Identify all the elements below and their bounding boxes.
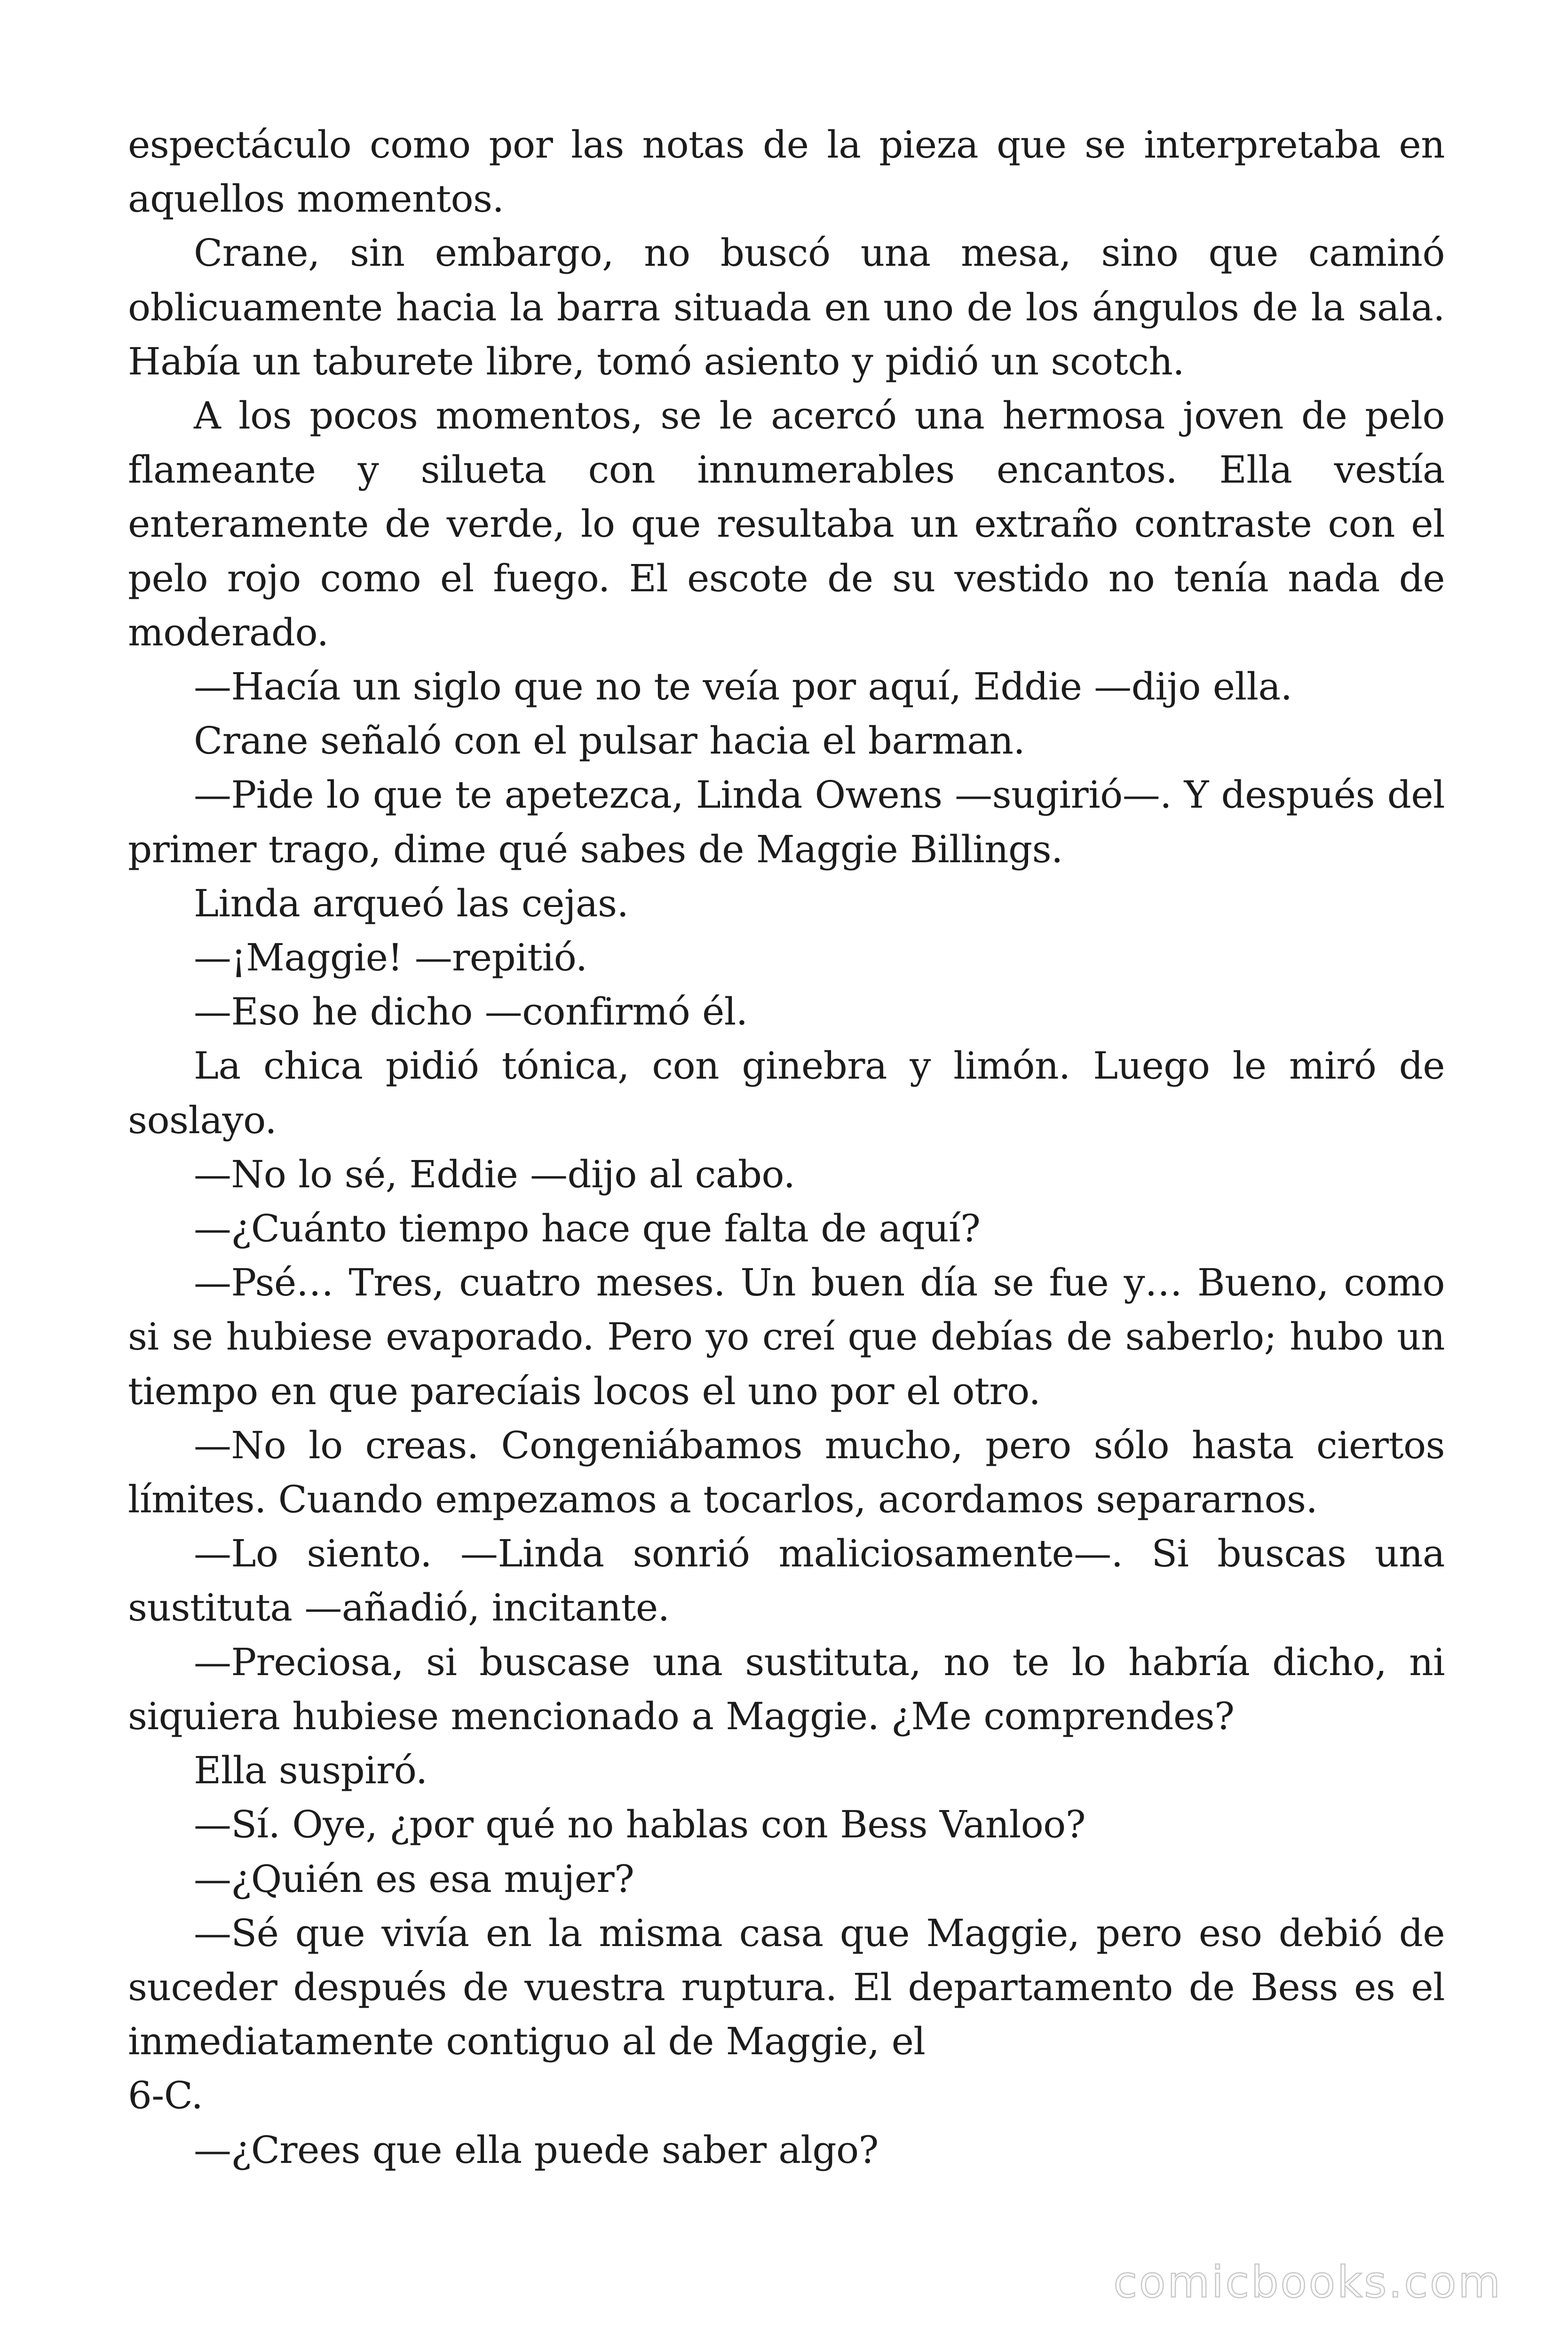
paragraph-12: —¿Cuánto tiempo hace que falta de aquí? [194, 1207, 981, 1251]
paragraph-7: Linda arqueó las cejas. [194, 881, 629, 925]
paragraph-2: Crane, sin embargo, no buscó una mesa, sino que caminó oblicuamente hacia la barra situada en uno de los ángulos de la sala. Había un taburete libre, tomó asiento y pidió un scotch. [128, 231, 1445, 383]
book-page-text [128, 118, 1445, 2177]
paragraph-1: espectáculo como por las notas de la pieza que se interpretaba en aquellos momentos. [128, 123, 1445, 221]
paragraph-4: —Hacía un siglo que no te veía por aquí, Eddie —dijo ella. [194, 665, 1292, 709]
watermark-logo: comicbooks.com [1113, 2257, 1502, 2307]
paragraph-15: —Lo siento. —Linda sonrió maliciosamente—. Si buscas una sustituta —añadió, incitante. [128, 1532, 1445, 1630]
paragraph-9: —Eso he dicho —confirmó él. [194, 990, 748, 1034]
paragraph-5: Crane señaló con el pulsar hacia el barman. [194, 719, 1025, 763]
paragraph-16: —Preciosa, si buscase una sustituta, no te lo habría dicho, ni siquiera hubiese mencionado a Maggie. ¿Me comprendes? [128, 1640, 1445, 1738]
paragraph-6: —Pide lo que te apetezca, Linda Owens —sugirió—. Y después del primer trago, dime qué sabes de Maggie Billings. [128, 773, 1445, 871]
paragraph-8: —¡Maggie! —repitió. [194, 936, 587, 980]
paragraph-22: —¿Crees que ella puede saber algo? [194, 2128, 879, 2172]
paragraph-11: —No lo sé, Eddie —dijo al cabo. [194, 1152, 795, 1196]
paragraph-20: —Sé que vivía en la misma casa que Maggie, pero eso debió de suceder después de vuestra ruptura. El departamento de Bess es el inmediatamente contiguo al de Maggie, el [128, 1911, 1445, 2064]
paragraph-10: La chica pidió tónica, con ginebra y limón. Luego le miró de soslayo. [128, 1044, 1445, 1142]
paragraph-18: —Sí. Oye, ¿por qué no hablas con Bess Vanloo? [194, 1803, 1086, 1847]
paragraph-21: 6-C. [128, 2074, 203, 2118]
paragraph-13: —Psé… Tres, cuatro meses. Un buen día se fue y… Bueno, como si se hubiese evaporado. Pero yo creí que debías de saberlo; hubo un tiempo en que parecíais locos el uno por el otro. [128, 1261, 1445, 1413]
paragraph-19: —¿Quién es esa mujer? [194, 1857, 634, 1901]
paragraph-17: Ella suspiró. [194, 1748, 428, 1793]
paragraph-14: —No lo creas. Congeniábamos mucho, pero sólo hasta ciertos límites. Cuando empezamos a tocarlos, acordamos separarnos. [128, 1423, 1445, 1522]
paragraph-3: A los pocos momentos, se le acercó una hermosa joven de pelo flameante y silueta con innumerables encantos. Ella vestía enteramente de verde, lo que resultaba un extraño contraste con el pelo rojo como el fuego. El escote de su vestido no tenía nada de moderado. [128, 394, 1445, 654]
